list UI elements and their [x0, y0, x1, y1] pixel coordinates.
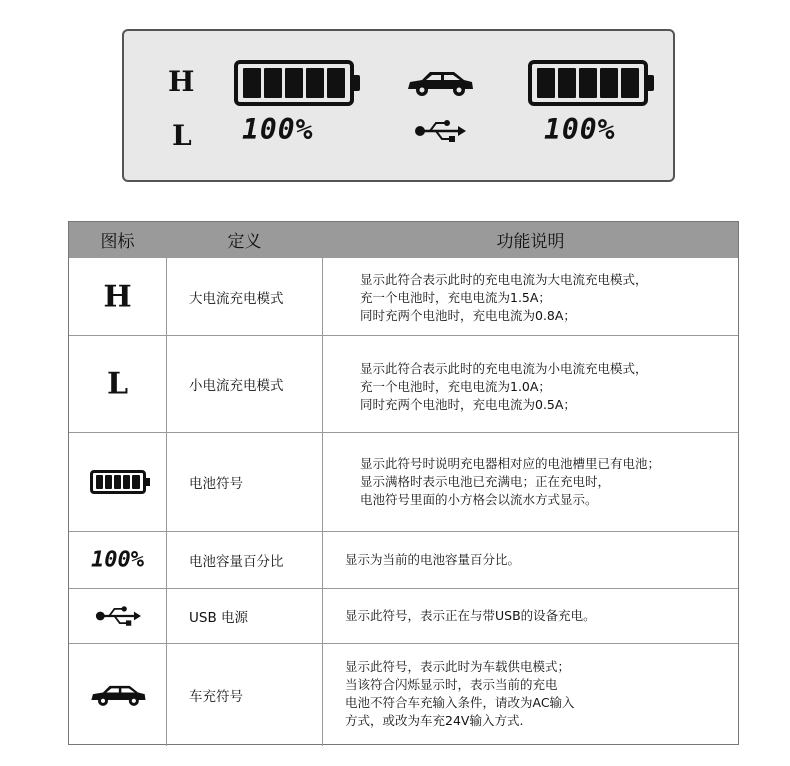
battery-icon: [528, 60, 648, 106]
table-row: [69, 432, 738, 531]
definition-label: 车充符号: [189, 689, 243, 705]
definition-label: USB 电源: [189, 610, 249, 626]
table-row: [69, 531, 738, 588]
car-icon: [404, 67, 476, 99]
definition-label: 电池容量百分比: [189, 554, 284, 570]
table-row: [69, 257, 738, 335]
lcd-high-indicator: H: [168, 65, 195, 98]
table-header: [69, 222, 738, 257]
header-definition: 定义: [167, 222, 323, 257]
definition-label: 大电流充电模式: [189, 290, 284, 307]
header-icon: 图标: [69, 222, 167, 257]
table-row: [69, 643, 738, 746]
car-icon: [88, 682, 148, 709]
percent-icon: 100%: [91, 547, 144, 573]
description-text: 显示此符号时说明充电器相对应的电池槽里已有电池； 显示满格时表示电池已充满电；正在充电时， 电池符号里面的小方格会以流水方式显示。: [360, 456, 661, 507]
description-text: 显示此符合表示此时的充电电流为大电流充电模式， 充一个电池时，充电电流为1.5A； 同时充两个电池时，充电电流为0.8A；: [360, 272, 648, 323]
definition-label: 小电流充电模式: [189, 378, 284, 394]
high-current-icon: H: [103, 279, 132, 314]
usb-icon: [414, 119, 466, 143]
low-current-icon: L: [106, 366, 129, 402]
description-text: 显示此符号，表示此时为车载供电模式； 当该符合闪烁显示时，表示当前的充电 电池不符合车充输入条件，请改为AC输入 方式，或改为车充24V输入方式.: [345, 659, 575, 728]
lcd-low-indicator: L: [172, 119, 192, 152]
usb-icon: [95, 605, 141, 627]
description-text: 显示为当前的电池容量百分比。: [345, 552, 521, 567]
lcd-display-panel: [122, 29, 675, 182]
definition-label: 电池符号: [189, 476, 243, 492]
header-description: 功能说明: [496, 232, 565, 252]
description-text: 显示此符号，表示正在与带USB的设备充电。: [345, 608, 596, 623]
lcd-percent-left: 100%: [242, 113, 314, 146]
battery-icon: [234, 60, 354, 106]
icon-definition-table: [68, 221, 739, 745]
table-row: [69, 335, 738, 432]
battery-icon: [90, 470, 146, 494]
description-text: 显示此符合表示此时的充电电流为小电流充电模式， 充一个电池时，充电电流为1.0A； 同时充两个电池时，充电电流为0.5A；: [360, 361, 648, 412]
table-row: [69, 588, 738, 643]
lcd-percent-right: 100%: [544, 113, 616, 146]
